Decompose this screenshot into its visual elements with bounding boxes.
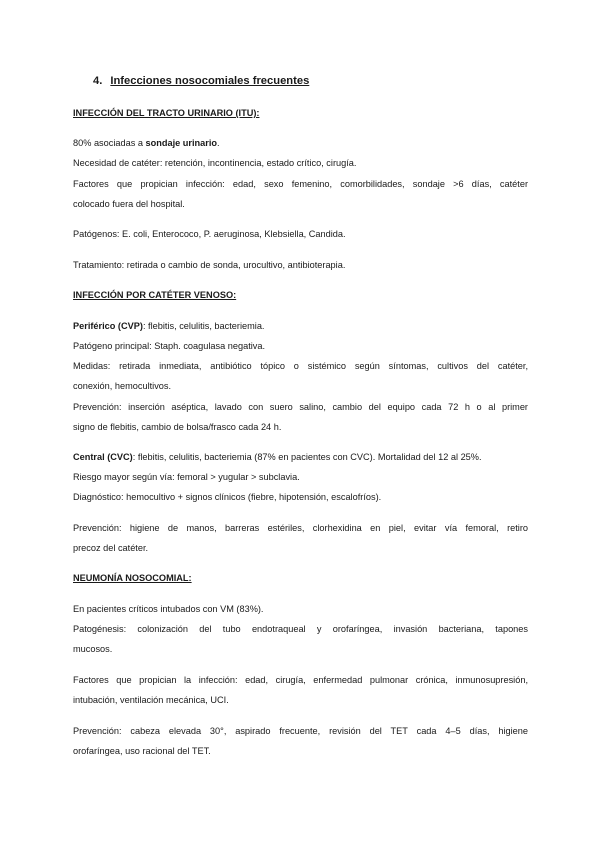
cvp-line-4a: Prevención: inserción aséptica, lavado con suero salino, cambio del equipo cada 72 h o al primer bbox=[73, 402, 528, 412]
neumonia-line-1: En pacientes críticos intubados con VM (83%). bbox=[73, 604, 264, 614]
cvc-line-2: Riesgo mayor según vía: femoral > yugular > subclavia. bbox=[73, 472, 300, 482]
cvp-line-3b: conexión, hemocultivos. bbox=[73, 381, 172, 391]
cvc-line-1: Central (CVC): flebitis, celulitis, bacteriemia (87% en pacientes con CVC). Mortalidad del 12 al 25%. bbox=[73, 452, 482, 462]
cvp-line-1: Periférico (CVP): flebitis, celulitis, bacteriemia. bbox=[73, 321, 265, 331]
itu-line-4: Patógenos: E. coli, Enterococo, P. aeruginosa, Klebsiella, Candida. bbox=[73, 229, 346, 239]
itu-line-2: Necesidad de catéter: retención, incontinencia, estado crítico, cirugía. bbox=[73, 158, 357, 168]
itu-line-5: Tratamiento: retirada o cambio de sonda, urocultivo, antibioterapia. bbox=[73, 260, 346, 270]
neumonia-heading: NEUMONÍA NOSOCOMIAL: bbox=[73, 573, 192, 583]
neumonia-line-2b: mucosos. bbox=[73, 644, 113, 654]
neumonia-line-2a: Patogénesis: colonización del tubo endotraqueal y orofaríngea, invasión bacteriana, tapones bbox=[73, 624, 528, 634]
cvp-line-2: Patógeno principal: Staph. coagulasa negativa. bbox=[73, 341, 266, 351]
itu-line-1: 80% asociadas a sondaje urinario. bbox=[73, 138, 220, 148]
section-title bbox=[93, 75, 309, 87]
itu-line-3b: colocado fuera del hospital. bbox=[73, 199, 185, 209]
neumonia-line-4a: Prevención: cabeza elevada 30°, aspirado frecuente, revisión del TET cada 4–5 días, higiene bbox=[73, 726, 528, 736]
cvp-line-3a: Medidas: retirada inmediata, antibiótico tópico o sistémico según síntomas, cultivos del catéter, bbox=[73, 361, 528, 371]
section-title-text: Infecciones nosocomiales frecuentes bbox=[110, 75, 310, 87]
neumonia-line-3a: Factores que propician la infección: edad, cirugía, enfermedad pulmonar crónica, inmunosupresión, bbox=[73, 675, 528, 685]
itu-line-3a: Factores que propician infección: edad, sexo femenino, comorbilidades, sondaje >6 días, catéter bbox=[73, 179, 528, 189]
section-number: 4. bbox=[93, 75, 103, 87]
neumonia-line-3b: intubación, ventilación mecánica, UCI. bbox=[73, 695, 229, 705]
cateter-heading: INFECCIÓN POR CATÉTER VENOSO: bbox=[73, 290, 237, 300]
cvc-line-4a: Prevención: higiene de manos, barreras estériles, clorhexidina en piel, evitar vía femoral, retiro bbox=[73, 523, 528, 533]
itu-heading: INFECCIÓN DEL TRACTO URINARIO (ITU): bbox=[73, 108, 260, 118]
cvp-line-4b: signo de flebitis, cambio de bolsa/frasco cada 24 h. bbox=[73, 422, 282, 432]
cvc-line-4b: precoz del catéter. bbox=[73, 543, 149, 553]
neumonia-line-4b: orofaríngea, uso racional del TET. bbox=[73, 746, 211, 756]
cvc-line-3: Diagnóstico: hemocultivo + signos clínicos (fiebre, hipotensión, escalofríos). bbox=[73, 492, 382, 502]
